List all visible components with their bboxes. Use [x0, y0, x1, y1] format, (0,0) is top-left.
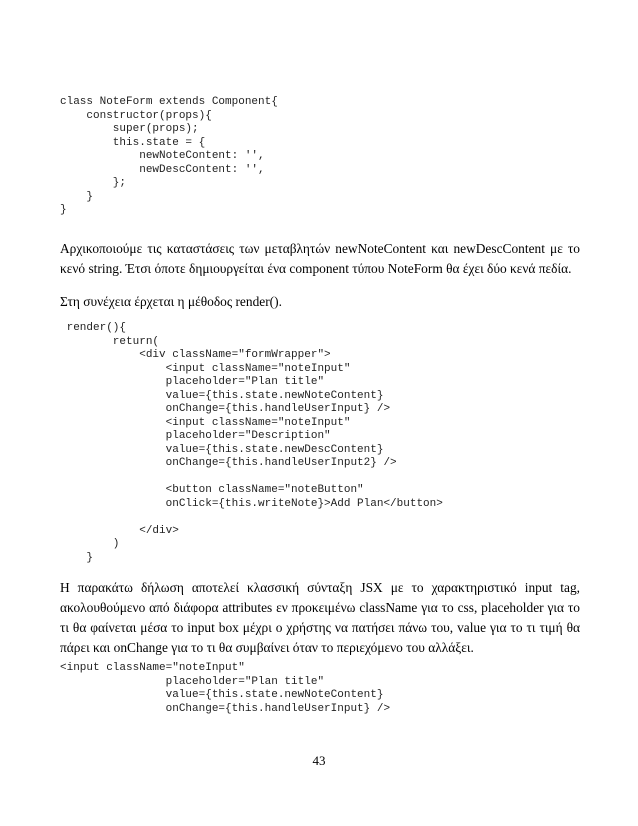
page-number: 43 — [312, 753, 326, 768]
code-block-noteform-class: class NoteForm extends Component{ constructor(props){ super(props); this.state = { newNoteContent: '', newDescContent: '', }; } } — [60, 96, 278, 216]
code-block-input-tag: <input className="noteInput" placeholder="Plan title" value={this.state.newNoteContent} onChange={this.handleUserInput} /> — [60, 662, 391, 715]
code-block-render-method: render(){ return( <div className="formWrapper"> <input className="noteInput" placeholder="Plan title" value={this.state.newNoteContent} onChange={this.handleUserInput} /> <input className="noteInput" placeholder="Description" value={this.state.newDescContent} onChange={this.handleUserInput2} /> <button className="noteButton" onClick={this.writeNote}>Add Plan</button> </div> ) } — [66, 322, 443, 564]
paragraph-render-intro: Στη συνέχεια έρχεται η μέθοδος render(). — [60, 294, 282, 309]
paragraph-state-init: Αρχικοποιούμε τις καταστάσεις των μεταβλητών newNoteContent και newDescContent με το κενό string. Έτσι όποτε δημιουργείται ένα component τύπου NoteForm θα έχει δύο κενά πεδία. — [60, 241, 580, 276]
paragraph-jsx-explanation: Η παρακάτω δήλωση αποτελεί κλασσική σύνταξη JSX με το χαρακτηριστικό input tag, ακολουθούμενο από διάφορα attributes εν προκειμένω className για το css, placeholder για το τι θα φαίνεται μέσα το input box μέχρι ο χρήστης να πατήσει πάνω του, value για το τι τιμή θα πάρει και onChange για το τι θα συμβαίνει όταν το περιεχόμενο του αλλάξει. — [60, 580, 580, 655]
